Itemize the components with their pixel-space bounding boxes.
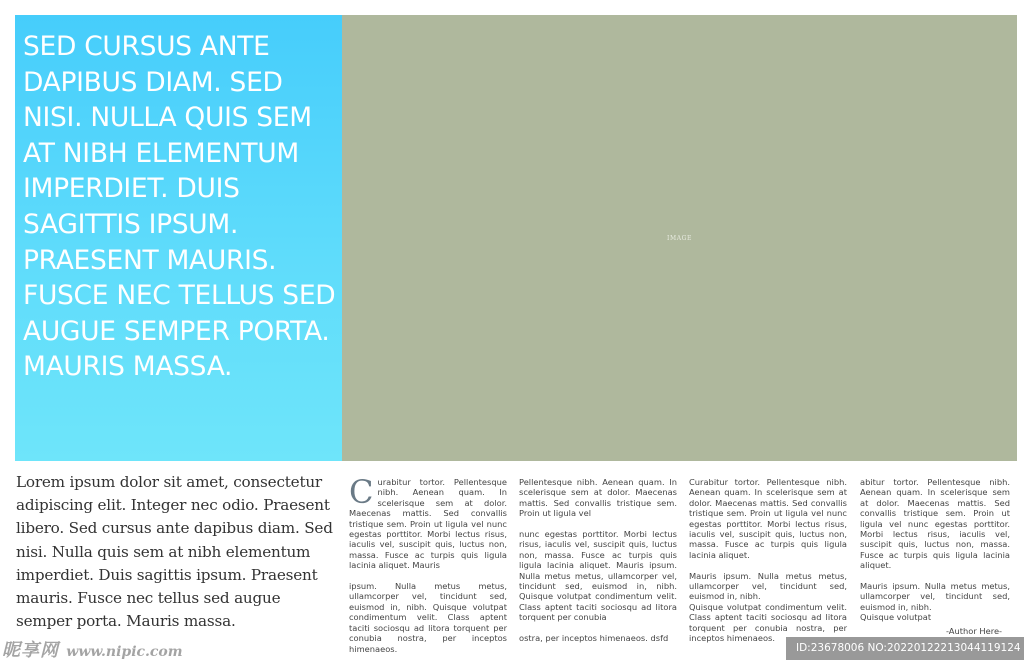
body-column-3: Curabitur tortor. Pellentesque nibh. Aenean quam. In scelerisque sem at dolor. Maecenas mattis. Sed convallis tristique sem. Proin ut ligula vel nunc egestas porttitor. Morbi lectus risus, iaculis vel, suscipit quis, luctus non, massa. Fusce ac turpis quis ligula lacinia aliquet. Mauris ipsum. Nulla metus metus, ullamcorper vel, tincidunt sed, euismod in, nibh. Quisque volutpat condimentum velit. Class aptent taciti sociosqu ad litora torquent per conubia nostra, per inceptos himenaeos.	[689, 477, 847, 644]
watermark-site-logo: 昵享网	[2, 640, 59, 661]
image-placeholder	[342, 15, 1017, 461]
body-column-1	[349, 473, 507, 654]
hero-title: SED CURSUS ANTE DAPIBUS DIAM. SED NISI. NULLA QUIS SEM AT NIBH ELEMENTUM IMPERDIET. DUIS SAGITTIS IPSUM. PRAESENT MAURIS. FUSCE NEC TELLUS SED AUGUE SEMPER PORTA. MAURIS MASSA.	[23, 31, 336, 383]
watermark-site-url: www.nipic.com	[66, 644, 183, 660]
lead-paragraph: Lorem ipsum dolor sit amet, consectetur adipiscing elit. Integer nec odio. Praesent libero. Sed cursus ante dapibus diam. Sed nisi. Nulla quis sem at nibh elementum imperdiet. Duis sagittis ipsum. Praesent mauris. Fusce nec tellus sed augue semper porta. Mauris massa.	[16, 473, 333, 631]
watermark-id-banner: ID:23678006 NO:20220122213044119124	[786, 637, 1024, 660]
hero-text-panel	[15, 15, 342, 461]
watermark-logo	[2, 636, 183, 662]
image-placeholder-label: IMAGE	[666, 234, 693, 242]
body-column-2: Pellentesque nibh. Aenean quam. In scelerisque sem at dolor. Maecenas mattis. Sed convallis tristique sem. Proin ut ligula vel nunc egestas porttitor. Morbi lectus risus, iaculis vel, suscipit quis, luctus non, massa. Fusce ac turpis quis ligula lacinia aliquet. Mauris ipsum. Nulla metus metus, ullamcorper vel, tincidunt sed, euismod in, nibh. Quisque volutpat condimentum velit. Class aptent taciti sociosqu ad litora torquent per conubia ostra, per inceptos himenaeos. dsfd	[519, 477, 677, 644]
body-column-1-text: urabitur tortor. Pellentesque nibh. Aenean quam. In scelerisque sem at dolor. Maecenas mattis. Sed convallis tristique sem. Proin ut ligula vel nunc egestas porttitor. Morbi lectus risus, iaculis vel, suscipit quis, luctus non, massa. Fusce ac turpis quis ligula lacinia aliquet. Mauris ipsum. Nulla metus metus, ullamcorper vel, tincidunt sed, euismod in, nibh. Quisque volutpat condimentum velit. Class aptent taciti sociosqu ad litora torquent per conubia nostra, per inceptos himenaeos.	[349, 477, 507, 654]
author-credit: -Author Here-	[946, 626, 1003, 636]
drop-cap: C	[349, 473, 374, 511]
body-column-4: abitur tortor. Pellentesque nibh. Aenean quam. In scelerisque sem at dolor. Maecenas mattis. Sed convallis tristique sem. Proin ut ligula vel nunc egestas porttitor. Morbi lectus risus, iaculis vel, suscipit quis, luctus non, massa. Fusce ac turpis quis ligula lacinia aliquet. Mauris ipsum. Nulla metus metus, ullamcorper vel, tincidunt sed, euismod in, nibh. Quisque volutpat	[860, 477, 1010, 623]
